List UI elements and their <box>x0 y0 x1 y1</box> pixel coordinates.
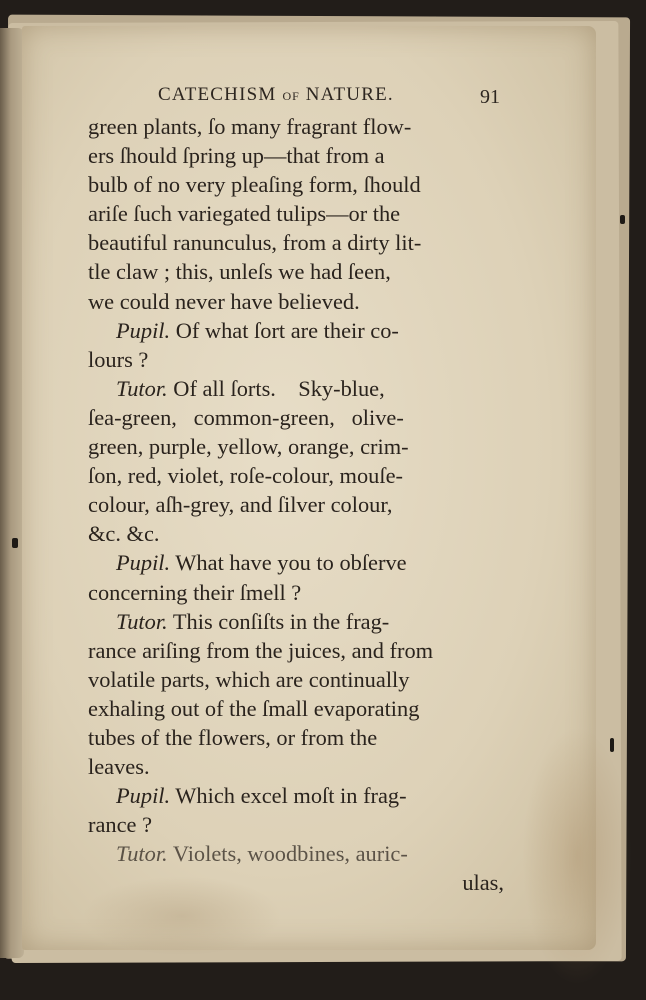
text-line: ſea-green, common-green, olive- <box>88 404 404 430</box>
running-head-of: OF <box>282 89 300 103</box>
page-number: 91 <box>480 86 500 108</box>
text-line: volatile parts, which are continually <box>88 666 410 692</box>
running-head <box>158 84 394 106</box>
margin-mark <box>610 738 614 752</box>
text-line: rance ariſing from the juices, and from <box>88 637 434 663</box>
text-line: ariſe ſuch variegated tulips—or the <box>88 201 401 227</box>
text-line: we could never have believed. <box>88 288 360 314</box>
text-line: ers ſhould ſpring up—that from a <box>88 143 385 169</box>
book-spine-edge <box>0 28 24 958</box>
speaker-label: Pupil. <box>116 317 171 343</box>
dialogue-line: Tutor. Violets, woodbines, auric- <box>88 839 504 868</box>
text-line: bulb of no very pleaſing form, ſhould <box>88 172 421 198</box>
text-line: leaves. <box>88 754 150 780</box>
speaker-label: Tutor. <box>116 375 168 401</box>
speaker-label: Pupil. <box>116 783 171 809</box>
text-line: concerning their ſmell ? <box>88 579 302 605</box>
text-line: ulas, <box>462 870 504 896</box>
dialogue-line: Tutor. Of all ſorts. Sky-blue, <box>88 374 504 403</box>
margin-mark <box>620 215 625 224</box>
text-line: rance ? <box>88 812 153 838</box>
text-line: exhaling out of the ſmall evaporating <box>88 695 420 721</box>
body-text <box>88 112 504 898</box>
speaker-label: Tutor. <box>116 841 168 867</box>
text-line: lours ? <box>88 346 149 372</box>
text-line: tle claw ; this, unleſs we had ſeen, <box>88 259 391 285</box>
margin-mark <box>12 538 18 548</box>
text-line: green, purple, yellow, orange, crim- <box>88 434 409 460</box>
text-line: beautiful ranunculus, from a dirty lit- <box>88 230 422 256</box>
text-line: colour, aſh-grey, and ſilver colour, <box>88 492 393 518</box>
dialogue-line: Pupil. Of what ſort are their co- <box>88 316 504 345</box>
text-line: ſon, red, violet, roſe-colour, mouſe- <box>88 463 403 489</box>
dialogue-line: Pupil. Which excel moſt in frag- <box>88 781 504 810</box>
dialogue-line: Pupil. What have you to obſerve <box>88 548 504 577</box>
running-head-title-b: NATURE. <box>305 84 394 105</box>
foxing-stain <box>522 726 632 986</box>
text-line: tubes of the flowers, or from the <box>88 724 378 750</box>
dialogue-line: Tutor. This conſiſts in the frag- <box>88 607 504 636</box>
text-line: green plants, ſo many fragrant flow- <box>88 114 412 139</box>
speaker-label: Pupil. <box>116 550 171 576</box>
text-line: &c. &c. <box>88 521 160 547</box>
running-head-title-a: CATECHISM <box>158 84 277 105</box>
speaker-label: Tutor. <box>116 608 168 634</box>
